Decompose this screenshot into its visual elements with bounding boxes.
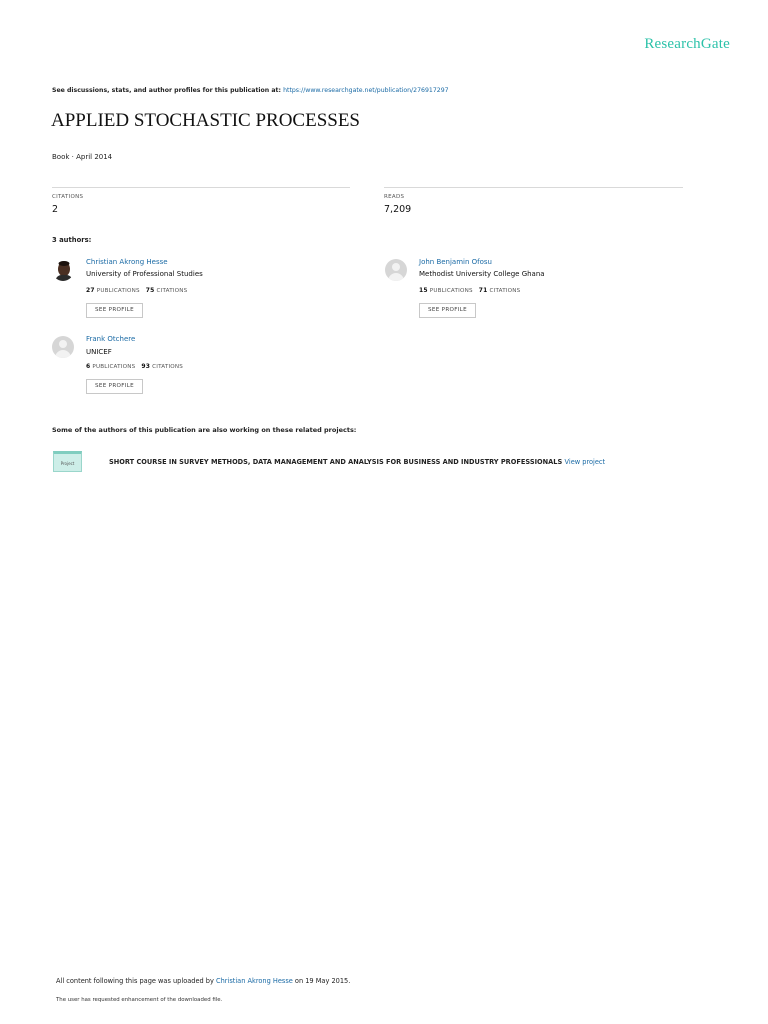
see-profile-button[interactable]: SEE PROFILE <box>86 303 143 318</box>
view-project-link[interactable]: View project <box>564 458 606 466</box>
publication-title: APPLIED STOCHASTIC PROCESSES <box>51 110 361 131</box>
author-publications-count: 15 <box>419 287 428 294</box>
uploader-link[interactable]: Christian Akrong Hesse <box>216 977 293 985</box>
author-photo-icon <box>52 259 74 281</box>
see-profile-button[interactable]: SEE PROFILE <box>419 303 476 318</box>
publication-url-link[interactable]: https://www.researchgate.net/publication/276917297 <box>283 87 449 94</box>
author-publications-label: PUBLICATIONS <box>92 364 136 370</box>
author-avatar-placeholder[interactable] <box>52 336 74 358</box>
discussion-text: See discussions, stats, and author profiles for this publication at: <box>52 87 284 94</box>
author-name-link[interactable]: John Benjamin Ofosu <box>419 258 492 266</box>
author-publications-count: 6 <box>86 363 91 370</box>
author-avatar-placeholder[interactable] <box>385 259 407 281</box>
author-citations-label: CITATIONS <box>489 288 521 294</box>
reads-label: READS <box>384 194 405 200</box>
author-stats <box>86 287 187 294</box>
uploaded-prefix: All content following this page was uploaded by <box>56 977 216 985</box>
author-citations-count: 93 <box>141 363 151 370</box>
reads-value: 7,209 <box>384 204 412 215</box>
publication-type-date: Book · April 2014 <box>52 153 113 161</box>
author-institution: UNICEF <box>86 348 112 356</box>
see-profile-button[interactable]: SEE PROFILE <box>86 379 143 394</box>
author-citations-count: 75 <box>145 287 155 294</box>
discussion-line <box>52 87 449 94</box>
author-citations-count: 71 <box>478 287 488 294</box>
related-projects-heading: Some of the authors of this publication are also working on these related projects: <box>52 426 357 434</box>
citations-label: CITATIONS <box>52 194 84 200</box>
uploaded-by-line <box>56 977 350 985</box>
author-citations-label: CITATIONS <box>152 364 184 370</box>
author-institution: University of Professional Studies <box>86 270 203 278</box>
citations-value: 2 <box>52 204 59 215</box>
author-name-link[interactable]: Frank Otchere <box>86 335 136 343</box>
enhancement-note: The user has requested enhancement of the downloaded file. <box>56 997 223 1003</box>
citations-divider <box>52 187 350 188</box>
reads-divider <box>384 187 683 188</box>
authors-heading: 3 authors: <box>52 236 92 244</box>
project-entry <box>109 458 605 466</box>
author-name-link[interactable]: Christian Akrong Hesse <box>86 258 168 266</box>
uploaded-suffix: on 19 May 2015. <box>292 977 351 985</box>
project-thumbnail-icon[interactable] <box>53 451 82 472</box>
author-citations-label: CITATIONS <box>156 288 188 294</box>
researchgate-logo[interactable]: ResearchGate <box>644 36 730 52</box>
author-publications-count: 27 <box>86 287 95 294</box>
project-thumb-label: Project <box>60 461 75 466</box>
project-title: SHORT COURSE IN SURVEY METHODS, DATA MANAGEMENT AND ANALYSIS FOR BUSINESS AND INDUSTRY PROFESSIONALS <box>109 458 563 466</box>
author-avatar[interactable] <box>52 259 74 281</box>
author-stats <box>86 363 183 370</box>
author-stats <box>419 287 520 294</box>
author-institution: Methodist University College Ghana <box>419 270 545 278</box>
author-publications-label: PUBLICATIONS <box>429 288 473 294</box>
author-publications-label: PUBLICATIONS <box>96 288 140 294</box>
